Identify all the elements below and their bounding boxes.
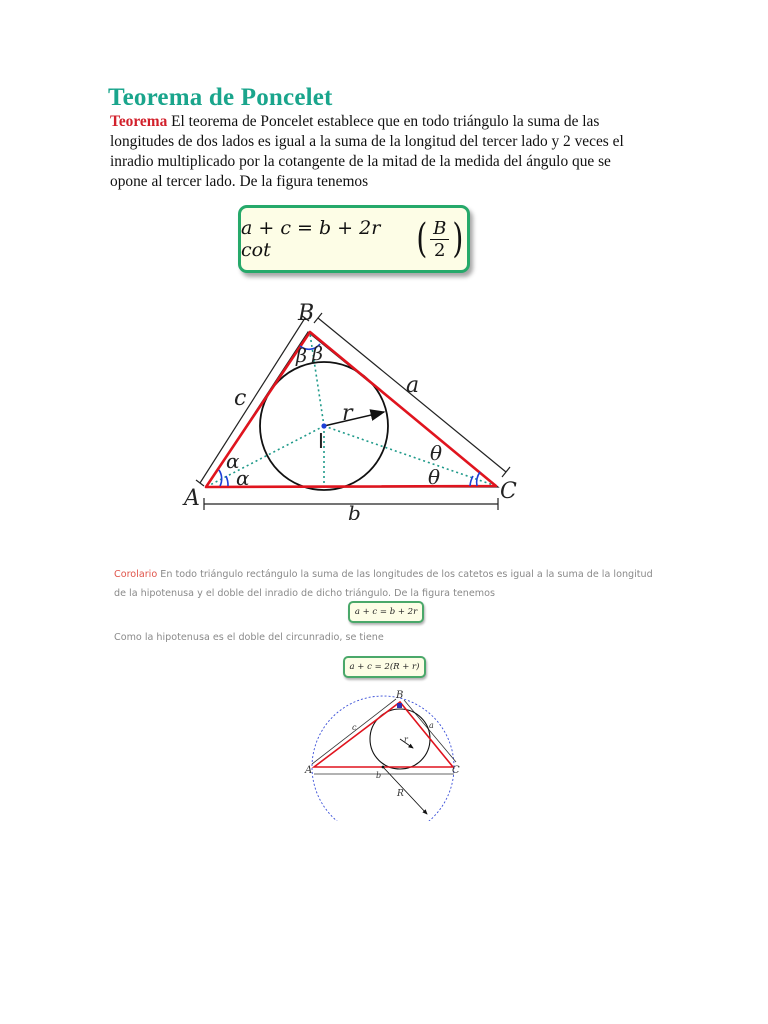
radius-arrow [324,412,384,426]
formula-fraction [430,218,449,261]
theorem-text: El teorema de Poncelet establece que en todo triángulo la suma de las longitudes de dos lados es igual a la suma de la longitud del tercer lado y 2 veces el inradio multiplicado por la cotangente de la mitad de la medida del ángulo que se opone al tercer lado. De la figura tenemos [110,113,624,190]
corollary-line-2: Como la hipotenusa es el doble del circunradio, se tiene [114,632,384,643]
main-formula-lhs: a + c = b + 2r cot [241,217,381,261]
beta-left-label: β [296,345,307,367]
small-side-b-label: b [376,771,382,780]
corollary-formula-1: a + c = b + 2r [354,607,418,617]
vertex-c-label: C [500,479,517,504]
radius-label: r [342,401,353,426]
corollary-paragraph [114,565,659,603]
right-triangle-abc [314,702,453,767]
theorem-paragraph [110,112,650,192]
side-c-measure-line [200,318,305,483]
side-a-label: a [406,373,420,398]
incenter-point [321,423,326,428]
alpha-lower-label: α [236,466,250,490]
corollary-formula-2: a + c = 2(R + r) [349,662,420,672]
small-vertex-c-label: C [452,765,460,776]
small-vertex-b-label: B [396,690,404,701]
alpha-upper-label: α [226,449,240,473]
right-paren: ) [452,216,464,262]
theorem-keyword: Teorema [110,113,168,130]
incenter-label: I [318,429,324,453]
page-title: Teorema de Poncelet [108,84,333,111]
side-c-label: c [234,386,247,411]
side-b-label: b [348,501,361,520]
beta-right-label: β [312,343,323,365]
corollary-formula-box-1 [348,601,424,623]
small-vertex-a-label: A [305,765,313,776]
fraction-numerator: B [430,218,449,240]
small-side-a-label: a [429,721,434,730]
fraction-denominator: 2 [434,239,446,261]
small-radius-R-label: R [397,789,404,799]
theta-upper-label: θ [430,441,443,465]
left-paren: ( [415,216,427,262]
vertex-b-label: B [298,301,315,326]
poncelet-triangle-figure [180,300,530,520]
corollary-text: En todo triángulo rectángulo la suma de las longitudes de los catetos es igual a la suma de la longitud de la hipotenusa y el doble del inradio de dicho triángulo. De la figura tenemos [114,569,653,599]
corollary-keyword: Corolario [114,569,158,580]
main-formula-box [238,205,470,273]
right-triangle-figure [300,686,470,821]
small-side-c-label: c [352,723,357,732]
theta-lower-label: θ [428,465,441,489]
corollary-formula-box-2 [343,656,426,678]
vertex-a-label: A [184,486,200,511]
small-radius-r-label: r [404,735,408,744]
